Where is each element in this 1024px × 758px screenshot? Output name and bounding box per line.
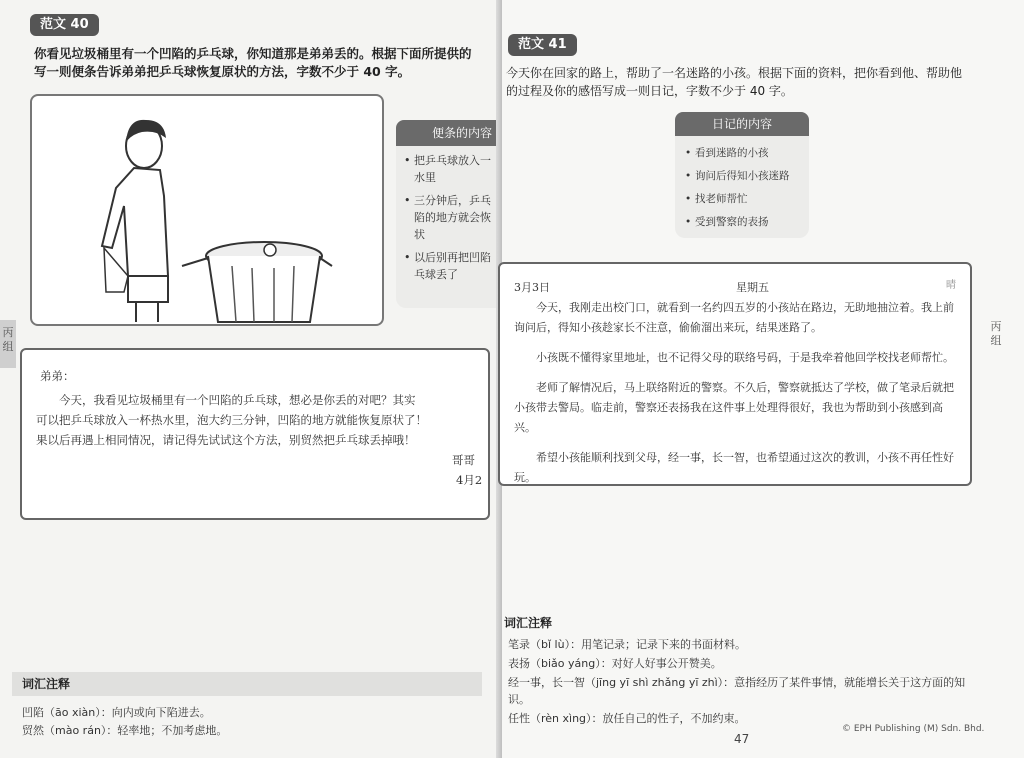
page-number: 47 xyxy=(734,732,750,746)
prompt-line-2: 的过程及你的感悟写成一则日记，字数不少于 40 字。 xyxy=(506,84,793,98)
letter-salutation: 弟弟： xyxy=(40,369,75,383)
diary-weekday: 星期五 xyxy=(736,281,769,294)
prompt-line-2: 写一则便条告诉弟弟把乒乓球恢复原状的方法，字数不少于 40 字。 xyxy=(34,64,411,79)
vocab-item: 贸然（mào rán）：轻率地；不加考虑地。 xyxy=(22,724,228,737)
vocab-list xyxy=(508,636,968,729)
boy-trash-can-illustration xyxy=(32,96,382,324)
illustration xyxy=(30,94,384,326)
letter-body: 今天，我看见垃圾桶里有一个凹陷的乒乓球，想必是你丢的对吧？其实 可以把乒乓球放入一杯热水里，泡大约三分钟，凹陷的地方就能恢复原状了！ 果以后再遇上相同情况，请记得先试试这个方法，别贸然把乒乓球丢掉哦！ xyxy=(36,393,427,447)
vocab-header: 词汇注释 xyxy=(504,616,553,630)
diary-weather: 晴 xyxy=(946,280,956,291)
diary-body xyxy=(514,298,964,498)
note-content-header: 便条的内容 xyxy=(396,120,502,146)
vocab-list xyxy=(22,704,227,740)
left-page xyxy=(0,0,502,758)
diary-item: • 找老师帮忙 xyxy=(685,188,809,211)
vocab-item: 凹陷（āo xiàn）：向内或向下陷进去。 xyxy=(22,706,211,719)
diary-paragraph: 老师了解情况后，马上联络附近的警察。不久后，警察就抵达了学校，做了笔录后就把小孩带去警局。临走前，警察还表扬我在这件事上处理得很好，我也为帮助到小孩感到高兴。 xyxy=(514,381,954,434)
section-side-tab: 丙 组 xyxy=(0,320,16,368)
diary-paragraph: 今天，我刚走出校门口，就看到一名约四五岁的小孩站在路边，无助地抽泣着。我上前询问后，得知小孩趁家长不注意，偷偷溜出来玩，结果迷路了。 xyxy=(514,301,954,334)
diary-date: 3月3日 xyxy=(514,281,550,294)
sample-tag: 范文 41 xyxy=(508,34,577,56)
prompt-line-1: 今天你在回家的路上，帮助了一名迷路的小孩。根据下面的资料，把你看到他、帮助他 xyxy=(506,66,963,80)
publisher-credit: © EPH Publishing (M) Sdn. Bhd. xyxy=(842,724,985,734)
letter-date: 4月2 xyxy=(456,473,483,487)
vocab-item: 笔录（bǐ lù）：用笔记录；记录下来的书面材料。 xyxy=(508,638,747,651)
diary-content-header: 日记的内容 xyxy=(675,112,809,136)
vocab-item: 经一事，长一智（jīng yī shì zhǎng yī zhì）：意指经历了某件事情，就能增长关于这方面的知识。 xyxy=(508,676,966,706)
diary-item: • 询问后得知小孩迷路 xyxy=(685,165,809,188)
sample-tag: 范文 40 xyxy=(30,14,99,36)
diary-paragraph: 希望小孩能顺利找到父母，经一事，长一智，也希望通过这次的教训，小孩不再任性好玩。 xyxy=(514,451,954,484)
diary-item: • 看到迷路的小孩 xyxy=(685,142,809,165)
diary-content-list xyxy=(675,136,809,238)
vocab-item: 任性（rèn xìng）：放任自己的性子，不加约束。 xyxy=(508,712,746,725)
note-content-list xyxy=(396,146,502,308)
vocab-header: 词汇注释 xyxy=(12,672,482,696)
note-item: • 三分钟后，乒乓 陷的地方就会恢 状 xyxy=(404,192,502,243)
section-side-tab: 丙 组 xyxy=(990,320,1002,347)
note-item: • 以后别再把凹陷 乓球丢了 xyxy=(404,249,502,283)
diary-item: • 受到警察的表扬 xyxy=(685,211,809,234)
prompt-line-1: 你看见垃圾桶里有一个凹陷的乒乓球，你知道那是弟弟丢的。根据下面所提供的 xyxy=(34,46,472,61)
diary-paragraph: 小孩既不懂得家里地址，也不记得父母的联络号码，于是我牵着他回学校找老师帮忙。 xyxy=(536,351,954,364)
note-item: • 把乒乓球放入一 水里 xyxy=(404,152,502,186)
sample-diary xyxy=(498,262,972,486)
sample-letter xyxy=(20,348,490,520)
vocab-item: 表扬（biǎo yáng）：对好人好事公开赞美。 xyxy=(508,657,722,670)
letter-signature: 哥哥 xyxy=(452,453,475,467)
